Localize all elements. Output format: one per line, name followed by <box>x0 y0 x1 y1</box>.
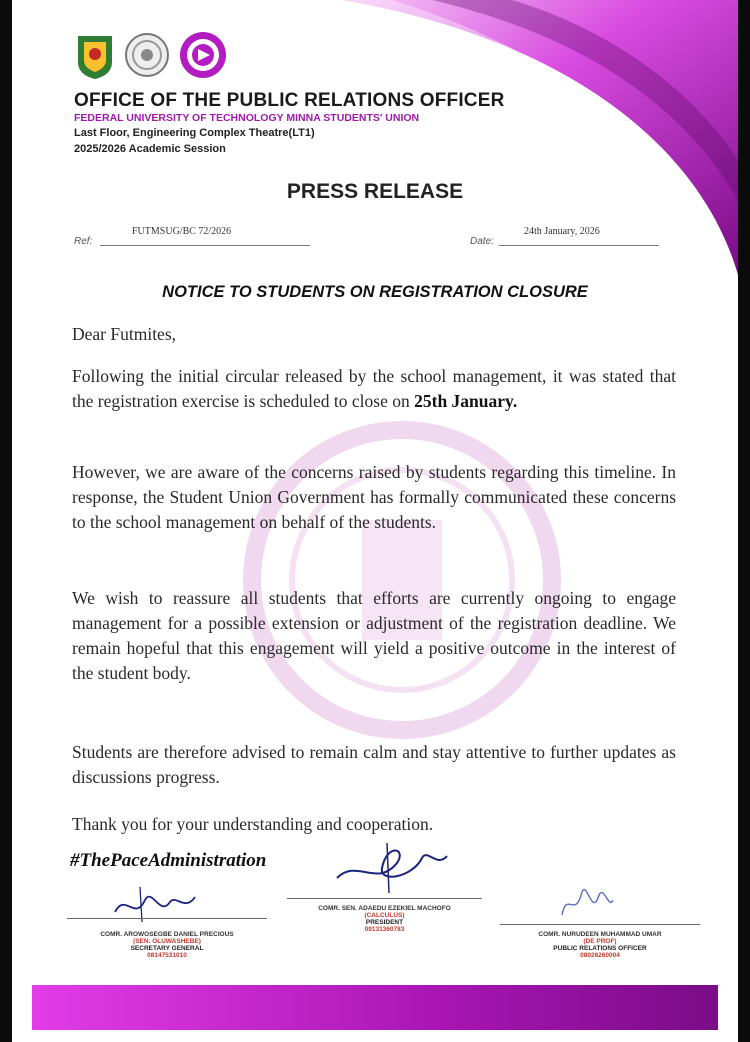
pro-signature-line <box>500 924 700 925</box>
footer-band <box>32 985 718 1030</box>
secretary-name: COMR. AROWOSEGBE DANIEL PRECIOUS <box>100 931 234 938</box>
pro-nickname: (DE PROF) <box>583 938 617 945</box>
paragraph-2: However, we are aware of the concerns raised by students regarding this timeline. In response, the Student Union Government has formally communicated these concerns to the school management on behalf of the students. <box>72 462 676 532</box>
salutation: Dear Futmites, <box>72 324 177 344</box>
date-value: 24th January, 2026 <box>524 226 600 237</box>
paragraph-3: We wish to reassure all students that efforts are currently ongoing to engage management for a possible extension or adjustment of the registration deadline. We remain hopeful that this engagement will yield a positive outcome in the interest of the student body. <box>72 588 676 683</box>
president-block <box>277 905 492 933</box>
administration-hashtag: #ThePaceAdministration <box>70 850 267 871</box>
secretary-role: SECRETARY GENERAL <box>130 945 204 952</box>
pro-block <box>490 931 710 959</box>
paragraph-1-text: Following the initial circular released by the school management, it was stated that the registration exercise is scheduled to close on <box>72 366 676 411</box>
ref-underline <box>100 245 310 246</box>
president-name: COMR. SEN. ADAEDU EZEKIEL MACHOFO <box>318 905 451 912</box>
union-name: FEDERAL UNIVERSITY OF TECHNOLOGY MINNA STUDENTS' UNION <box>74 112 420 124</box>
pro-name: COMR. NURUDEEN MUHAMMAD UMAR <box>538 931 662 938</box>
president-nickname: (CALCULUS) <box>364 912 405 919</box>
office-address: Last Floor, Engineering Complex Theatre(LT1) <box>74 127 315 139</box>
president-signature <box>327 838 457 898</box>
office-title: OFFICE OF THE PUBLIC RELATIONS OFFICER <box>74 90 505 111</box>
secretary-nickname: (SEN. OLUWASHEBE) <box>133 938 201 945</box>
president-role: PRESIDENT <box>365 919 404 926</box>
president-signature-line <box>287 898 482 899</box>
pro-phone: 08026260004 <box>580 952 620 959</box>
secretary-block <box>57 931 277 959</box>
paragraph-4: Students are therefore advised to remain calm and stay attentive to further updates as discussions progress. <box>72 742 676 787</box>
pro-signature <box>557 880 617 925</box>
ref-value: FUTMSUG/BC 72/2026 <box>132 226 232 237</box>
secretary-signature-line <box>67 918 267 919</box>
pro-role: PUBLIC RELATIONS OFFICER <box>553 945 647 952</box>
union-watermark <box>242 380 562 780</box>
press-release-page <box>12 0 738 1042</box>
document-type-heading: PRESS RELEASE <box>286 180 464 203</box>
ref-label: Ref: <box>74 236 93 247</box>
secretary-signature <box>110 882 200 927</box>
president-phone: 09131360783 <box>364 926 405 933</box>
pace-administration-logo <box>178 30 228 80</box>
closing-line: Thank you for your understanding and cooperation. <box>72 814 434 834</box>
secretary-phone: 08147531010 <box>147 952 187 959</box>
closing-date-highlight: 25th January. <box>414 391 518 411</box>
paragraph-1 <box>72 364 676 414</box>
date-underline <box>499 245 659 246</box>
academic-session: 2025/2026 Academic Session <box>74 143 226 155</box>
university-crest-logo <box>74 32 116 80</box>
students-union-seal-logo <box>124 32 170 78</box>
notice-title: NOTICE TO STUDENTS ON REGISTRATION CLOSURE <box>162 283 588 301</box>
date-label: Date: <box>470 236 494 247</box>
